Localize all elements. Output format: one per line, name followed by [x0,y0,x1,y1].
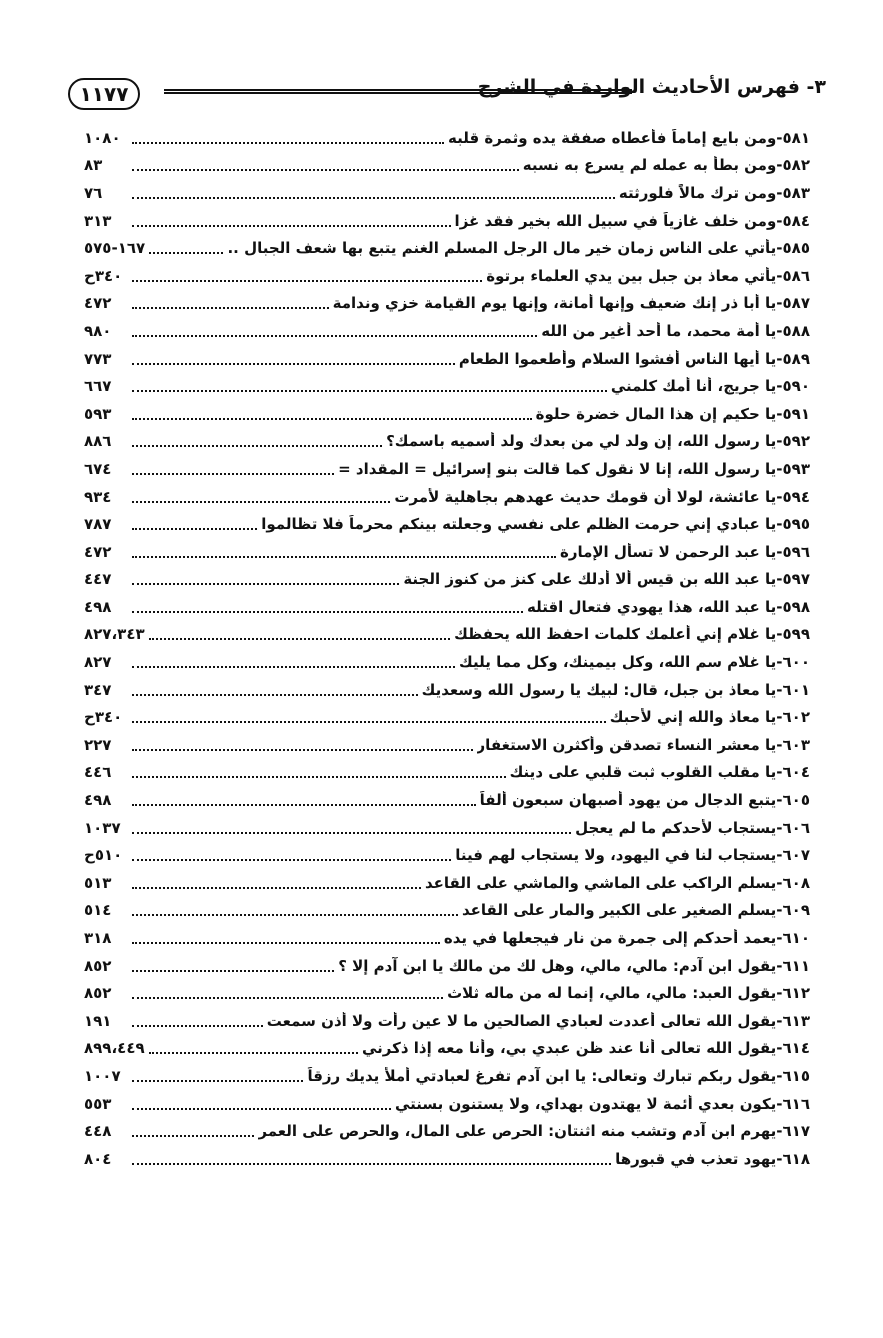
entry-page-ref: ٨٢٧،٣٤٣ [84,625,145,644]
entry-page-ref: ٨٩٩،٤٤٩ [84,1039,145,1058]
list-item [84,593,810,621]
entry-number: ٦١٠- [776,929,810,948]
list-item [84,510,810,538]
entry-number: ٥٩٩- [776,625,810,644]
list-item [84,841,810,869]
list-item [84,207,810,235]
dot-leader [132,197,615,199]
entry-text: يا معشر النساء تصدقن وأكثرن الاستغفار [476,735,777,754]
entry-number: ٦٠٣- [776,735,810,754]
dot-leader [132,501,390,503]
entry-text: يا رسول الله، إنا لا نقول كما قالت بنو إسرائيل = المقداد = [338,459,777,478]
entry-number: ٥٨٧- [776,294,810,313]
hadith-index-list [84,124,810,1173]
entry-text: يقول العبد: مالي، مالي، إنما له من ماله ثلاث [447,984,777,1003]
dot-leader [132,473,334,475]
entry-number: ٥٩١- [776,404,810,423]
entry-number: ٦٠٩- [776,901,810,920]
list-item [84,676,810,704]
entry-text: يهرم ابن آدم وتشب منه اثنتان: الحرص على المال، والحرص على العمر [258,1122,777,1141]
entry-number: ٦٠٠- [776,653,810,672]
entry-number: ٦١٤- [776,1039,810,1058]
dot-leader [132,1025,263,1027]
entry-text: يقول ابن آدم: مالي، مالي، وهل لك من مالك يا ابن آدم إلا ؟ [338,956,777,975]
list-item [84,290,810,318]
dot-leader [132,307,329,309]
list-item [84,1145,810,1173]
entry-number: ٥٩٧- [776,570,810,589]
entry-text: يستجاب لأحدكم ما لم يعجل [575,818,777,837]
entry-page-ref: ٣٤٧ [84,680,112,699]
dot-leader [132,528,257,530]
entry-text: يا غلام سم الله، وكل بيمينك، وكل مما يليك [459,653,777,672]
entry-text: يا حكيم إن هذا المال خضرة حلوة [535,404,777,423]
entry-number: ٥٨٦- [776,266,810,285]
entry-page-ref: ٨٨٦ [84,432,112,451]
list-item [84,124,810,152]
entry-page-ref: ٥١٠ح [84,846,123,865]
entry-number: ٥٨٤- [776,211,810,230]
entry-text: يا عبد الله بن قيس ألا أدلك على كنز من كنوز الجنة [403,570,777,589]
entry-page-ref: ٧٦ [84,183,103,202]
dot-leader [132,859,451,861]
entry-number: ٥٨٥- [776,239,810,258]
entry-number: ٥٨٢- [776,156,810,175]
dot-leader [132,1135,254,1137]
entry-text: يتبع الدجال من يهود أصبهان سبعون ألفاً [479,791,777,810]
entry-text: يسلم الصغير على الكبير والمار على القاعد [462,901,777,920]
entry-number: ٦٠٢- [776,708,810,727]
list-item [84,345,810,373]
dot-leader [132,1080,303,1082]
page-header [68,74,826,118]
entry-page-ref: ٤٧٢ [84,294,112,313]
entry-page-ref: ٧٧٣ [84,349,112,368]
entry-number: ٦١٣- [776,1011,810,1030]
entry-text: يقول الله تعالى أنا عند ظن عبدي بي، وأنا معه إذا ذكرني [361,1039,777,1058]
entry-page-ref: ٩٨٠ [84,321,112,340]
entry-number: ٦٠٧- [776,846,810,865]
entry-number: ٦١١- [776,956,810,975]
entry-page-ref: ٤٩٨ [84,791,112,810]
entry-page-ref: ٧٨٧ [84,515,112,534]
dot-leader [132,142,444,144]
entry-text: يأتي على الناس زمان خير مال الرجل المسلم الغنم يتبع بها شعف الجبال .. [227,239,777,258]
entry-number: ٥٩٨- [776,597,810,616]
entry-number: ٥٨٨- [776,321,810,340]
entry-number: ٥٩٥- [776,515,810,534]
list-item [84,1035,810,1063]
entry-text: يا رسول الله، إن ولد لي من بعدك ولد أسميه باسمك؟ [386,432,777,451]
dot-leader [132,169,519,171]
entry-text: يا عبد الرحمن لا تسأل الإمارة [559,542,777,561]
entry-text: يهود تعذب في قبورها [615,1149,777,1168]
entry-page-ref: ٥١٣ [84,873,112,892]
dot-leader [132,611,523,613]
entry-page-ref: ٨٣ [84,156,103,175]
entry-page-ref: ٥٩٣ [84,404,112,423]
list-item [84,703,810,731]
list-item [84,648,810,676]
entry-page-ref: ١٩١ [84,1011,112,1030]
entry-text: يقول ربكم تبارك وتعالى: يا ابن آدم تفرغ لعبادتي أملأ يديك رزقاً [307,1066,777,1085]
entry-number: ٥٩٦- [776,542,810,561]
list-item [84,1117,810,1145]
entry-page-ref: ٤٤٦ [84,763,112,782]
entry-number: ٥٨١- [776,128,810,147]
dot-leader [132,445,382,447]
entry-text: يقول الله تعالى أعددت لعبادي الصالحين ما لا عين رأت ولا أذن سمعت [266,1011,777,1030]
entry-text: ومن ترك مالاً فلورثته [618,183,777,202]
entry-text: يكون بعدي أئمة لا يهتدون بهداي، ولا يستنون بسنتي [394,1094,777,1113]
entry-text: يأتي معاذ بن جبل بين يدي العلماء برتوة [486,266,777,285]
dot-leader [132,1163,611,1165]
list-item [84,152,810,180]
list-item [84,234,810,262]
entry-page-ref: ٨٥٢ [84,956,112,975]
entry-text: يا عائشة، لولا أن قومك حديث عهدهم بجاهلية لأمرت [394,487,777,506]
entry-number: ٥٩٣- [776,459,810,478]
list-item [84,786,810,814]
entry-number: ٦٠٨- [776,873,810,892]
dot-leader [132,970,334,972]
entry-page-ref: ٤٤٨ [84,1122,112,1141]
entry-text: يا أبا ذر إنك ضعيف وإنها أمانة، وإنها يوم القيامة خزي وندامة [332,294,777,313]
dot-leader [132,997,443,999]
entry-text: يعمد أحدكم إلى جمرة من نار فيجعلها في يده [443,929,777,948]
entry-page-ref: ٨٢٧ [84,653,112,672]
dot-leader [132,887,421,889]
entry-text: يا غلام إني أعلمك كلمات احفظ الله يحفظك [454,625,777,644]
dot-leader [149,1052,358,1054]
list-item [84,483,810,511]
list-item [84,897,810,925]
dot-leader [132,776,506,778]
entry-number: ٦٠٦- [776,818,810,837]
list-item [84,1062,810,1090]
dot-leader [149,252,223,254]
entry-text: يا مقلب القلوب ثبت قلبي على دينك [509,763,777,782]
list-item [84,731,810,759]
list-item [84,179,810,207]
dot-leader [132,280,482,282]
dot-leader [132,942,440,944]
entry-page-ref: ٥١٤ [84,901,112,920]
list-item [84,400,810,428]
entry-page-ref: ١٠٣٧ [84,818,121,837]
dot-leader [132,749,473,751]
entry-page-ref: ٢٢٧ [84,735,112,754]
dot-leader [132,225,451,227]
list-item [84,759,810,787]
entry-number: ٦١٦- [776,1094,810,1113]
entry-text: يا عبد الله، هذا يهودي فتعال اقتله [527,597,777,616]
entry-page-ref: ٣١٣ [84,211,112,230]
entry-page-ref: ٦٦٧ [84,377,112,396]
entry-page-ref: ٣٤٠ح [84,266,123,285]
dot-leader [132,583,399,585]
list-item [84,1090,810,1118]
entry-number: ٦٠١- [776,680,810,699]
entry-page-ref: ٨٠٤ [84,1149,112,1168]
entry-number: ٥٩٤- [776,487,810,506]
entry-page-ref: ١٠٨٠ [84,128,121,147]
entry-text: يسلم الراكب على الماشي والماشي على القاعد [425,873,777,892]
list-item [84,814,810,842]
entry-text: يا أمة محمد، ما أحد أغير من الله [541,321,777,340]
entry-page-ref: ٣١٨ [84,929,112,948]
dot-leader [132,666,455,668]
list-item [84,317,810,345]
entry-number: ٦٠٥- [776,791,810,810]
dot-leader [132,694,418,696]
entry-page-ref: ١٠٠٧ [84,1066,121,1085]
dot-leader [132,556,556,558]
dot-leader [132,418,532,420]
entry-number: ٥٨٣- [776,183,810,202]
entry-text: يا جريج، أنا أمك كلمني [610,377,777,396]
dot-leader [132,363,455,365]
entry-number: ٦١٢- [776,984,810,1003]
entry-page-ref: ٣٤٠ح [84,708,123,727]
list-item [84,372,810,400]
list-item [84,924,810,952]
entry-text: ومن بطأ به عمله لم يسرع به نسبه [522,156,777,175]
entry-number: ٦٠٤- [776,763,810,782]
entry-text: ومن بايع إماماً فأعطاه صفقة يده وثمرة قلبه [448,128,777,147]
entry-page-ref: ٤٩٨ [84,597,112,616]
entry-number: ٦١٨- [776,1149,810,1168]
entry-number: ٦١٥- [776,1066,810,1085]
entry-page-ref: ٥٥٣ [84,1094,112,1113]
entry-text: يا أيها الناس أفشوا السلام وأطعموا الطعام [458,349,777,368]
list-item [84,262,810,290]
entry-number: ٥٨٩- [776,349,810,368]
page-number-badge: ١١٧٧ [68,78,140,110]
dot-leader [132,721,606,723]
dot-leader [132,914,458,916]
list-item [84,952,810,980]
list-item [84,566,810,594]
dot-leader [132,804,476,806]
list-item [84,1007,810,1035]
entry-page-ref: ٤٤٧ [84,570,112,589]
list-item [84,869,810,897]
dot-leader [132,390,607,392]
page-title: ٣- فهرس الأحاديث الواردة في الشرح [477,76,826,98]
list-item [84,455,810,483]
entry-page-ref: ٤٧٢ [84,542,112,561]
entry-number: ٦١٧- [776,1122,810,1141]
entry-page-ref: ٦٧٤ [84,459,112,478]
entry-number: ٥٩٢- [776,432,810,451]
entry-text: يا معاذ بن جبل، قال: لبيك يا رسول الله وسعديك [421,680,777,699]
dot-leader [132,335,537,337]
dot-leader [132,1108,391,1110]
list-item [84,428,810,456]
entry-page-ref: ٩٣٤ [84,487,112,506]
entry-page-ref: ١٦٧-٥٧٥ [84,239,146,258]
list-item [84,538,810,566]
dot-leader [149,638,450,640]
entry-number: ٥٩٠- [776,377,810,396]
list-item [84,979,810,1007]
entry-page-ref: ٨٥٢ [84,984,112,1003]
entry-text: ومن خلف غازياً في سبيل الله بخير فقد غزا [454,211,777,230]
entry-text: يستجاب لنا في اليهود، ولا يستجاب لهم فينا [455,846,777,865]
entry-text: يا عبادي إني حرمت الظلم على نفسي وجعلته بينكم محرماً فلا تظالموا [261,515,777,534]
list-item [84,621,810,649]
dot-leader [132,832,571,834]
entry-text: يا معاذ والله إني لأحبك [609,708,777,727]
